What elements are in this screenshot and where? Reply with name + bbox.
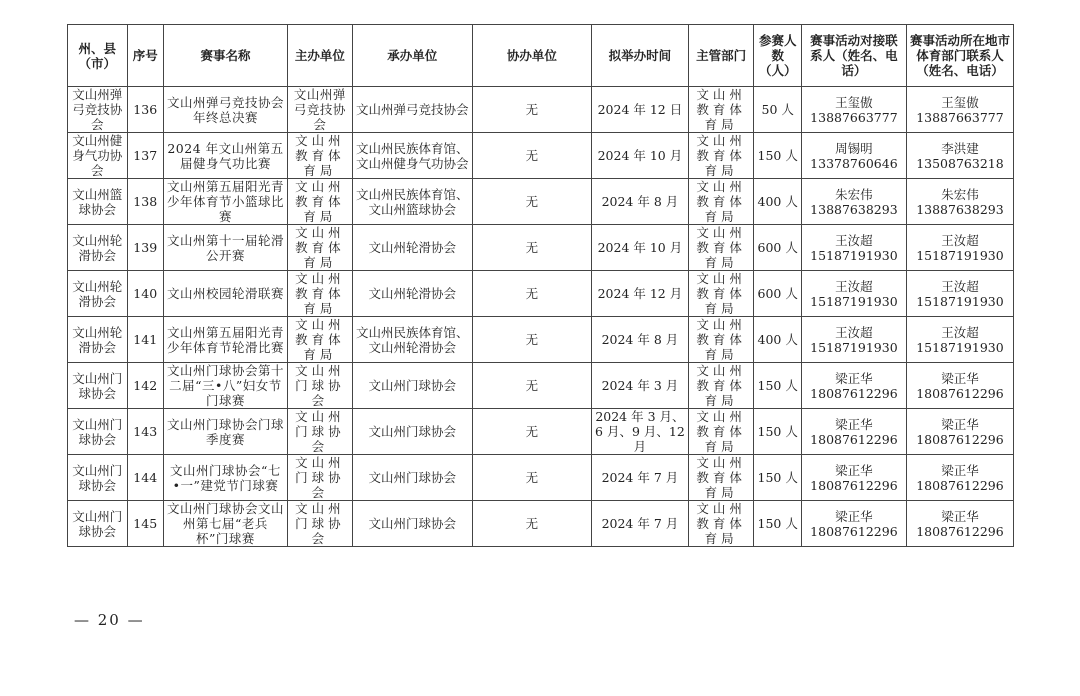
- cell-organizer: 文山州门球协会: [352, 455, 472, 501]
- contact-tel: 15187191930: [810, 293, 898, 309]
- header-co: 协办单位: [472, 25, 591, 87]
- contact-tel: 15187191930: [810, 247, 898, 263]
- cell-host: 文山州门球协会: [288, 455, 353, 501]
- cell-host: 文山州门球协会: [288, 409, 353, 455]
- cell-no: 143: [127, 409, 163, 455]
- cell-no: 142: [127, 363, 163, 409]
- contact-tel: 13887663777: [810, 109, 898, 125]
- cell-dept: 文山州教育体育局: [688, 179, 754, 225]
- cell-host: 文山州教育体育局: [288, 271, 353, 317]
- contact-tel: 13378760646: [810, 155, 898, 171]
- cell-organizer: 文山州民族体育馆、文山州篮球协会: [352, 179, 472, 225]
- cell-contact: [801, 501, 906, 547]
- cell-county: 文山州轮滑协会: [68, 225, 128, 271]
- cell-time: 2024 年 7 月: [591, 455, 688, 501]
- cell-host: 文山州教育体育局: [288, 317, 353, 363]
- cell-county: 文山州弹弓竞技协会: [68, 87, 128, 133]
- cell-co: 无: [472, 225, 591, 271]
- local-contact-tel: 18087612296: [916, 523, 1004, 539]
- cell-local-contact: [906, 225, 1013, 271]
- cell-local-contact: [906, 363, 1013, 409]
- cell-no: 141: [127, 317, 163, 363]
- local-contact-name: 王玺傲: [941, 94, 979, 110]
- contact-name: 梁正华: [835, 370, 873, 386]
- cell-organizer: 文山州门球协会: [352, 501, 472, 547]
- cell-no: 144: [127, 455, 163, 501]
- cell-size: 150 人: [754, 409, 801, 455]
- contact-name: 王汝超: [835, 232, 873, 248]
- cell-co: 无: [472, 455, 591, 501]
- cell-co: 无: [472, 179, 591, 225]
- cell-time: 2024 年 3 月: [591, 363, 688, 409]
- cell-host: 文山州教育体育局: [288, 225, 353, 271]
- table-row: [68, 363, 1014, 409]
- cell-contact: [801, 317, 906, 363]
- contact-name: 朱宏伟: [835, 186, 873, 202]
- cell-contact: [801, 133, 906, 179]
- cell-no: 137: [127, 133, 163, 179]
- cell-name: 文山州第五届阳光青少年体育节轮滑比赛: [163, 317, 287, 363]
- contact-tel: 18087612296: [810, 523, 898, 539]
- table-header-row: [68, 25, 1014, 87]
- cell-name: 文山州第十一届轮滑公开赛: [163, 225, 287, 271]
- cell-dept: 文山州教育体育局: [688, 225, 754, 271]
- cell-host: 文山州教育体育局: [288, 179, 353, 225]
- cell-dept: 文山州教育体育局: [688, 363, 754, 409]
- cell-no: 140: [127, 271, 163, 317]
- cell-county: 文山州篮球协会: [68, 179, 128, 225]
- cell-local-contact: [906, 455, 1013, 501]
- cell-name: 文山州门球协会文山州第七届“老兵杯”门球赛: [163, 501, 287, 547]
- local-contact-name: 朱宏伟: [941, 186, 979, 202]
- cell-local-contact: [906, 501, 1013, 547]
- table-row: [68, 225, 1014, 271]
- cell-county: 文山州门球协会: [68, 363, 128, 409]
- cell-contact: [801, 455, 906, 501]
- local-contact-name: 王汝超: [941, 278, 979, 294]
- cell-size: 600 人: [754, 225, 801, 271]
- cell-organizer: 文山州民族体育馆、文山州健身气功协会: [352, 133, 472, 179]
- local-contact-tel: 18087612296: [916, 477, 1004, 493]
- cell-local-contact: [906, 271, 1013, 317]
- cell-co: 无: [472, 87, 591, 133]
- cell-size: 400 人: [754, 179, 801, 225]
- cell-time: 2024 年 8 月: [591, 179, 688, 225]
- cell-size: 400 人: [754, 317, 801, 363]
- local-contact-name: 梁正华: [941, 462, 979, 478]
- cell-contact: [801, 409, 906, 455]
- local-contact-tel: 15187191930: [916, 293, 1004, 309]
- contact-tel: 18087612296: [810, 385, 898, 401]
- contact-tel: 13887638293: [810, 201, 898, 217]
- local-contact-tel: 18087612296: [916, 385, 1004, 401]
- cell-dept: 文山州教育体育局: [688, 501, 754, 547]
- cell-organizer: 文山州民族体育馆、文山州轮滑协会: [352, 317, 472, 363]
- cell-local-contact: [906, 409, 1013, 455]
- cell-contact: [801, 225, 906, 271]
- cell-time: 2024 年 12 月: [591, 271, 688, 317]
- cell-county: 文山州门球协会: [68, 501, 128, 547]
- cell-time: 2024 年 7 月: [591, 501, 688, 547]
- cell-size: 600 人: [754, 271, 801, 317]
- contact-name: 梁正华: [835, 462, 873, 478]
- cell-co: 无: [472, 409, 591, 455]
- cell-no: 138: [127, 179, 163, 225]
- events-table: [67, 24, 1014, 547]
- cell-name: 2024 年文山州第五届健身气功比赛: [163, 133, 287, 179]
- header-host: 主办单位: [288, 25, 353, 87]
- local-contact-tel: 18087612296: [916, 431, 1004, 447]
- cell-local-contact: [906, 179, 1013, 225]
- header-organizer: 承办单位: [352, 25, 472, 87]
- cell-contact: [801, 271, 906, 317]
- cell-co: 无: [472, 271, 591, 317]
- cell-local-contact: [906, 317, 1013, 363]
- table-row: [68, 133, 1014, 179]
- cell-county: 文山州门球协会: [68, 455, 128, 501]
- local-contact-name: 王汝超: [941, 324, 979, 340]
- cell-name: 文山州门球协会“七•一”建党节门球赛: [163, 455, 287, 501]
- cell-size: 50 人: [754, 87, 801, 133]
- cell-size: 150 人: [754, 501, 801, 547]
- cell-local-contact: [906, 87, 1013, 133]
- local-contact-name: 梁正华: [941, 508, 979, 524]
- cell-county: 文山州门球协会: [68, 409, 128, 455]
- cell-organizer: 文山州弹弓竞技协会: [352, 87, 472, 133]
- cell-host: 文山州教育体育局: [288, 133, 353, 179]
- table-row: [68, 87, 1014, 133]
- cell-organizer: 文山州门球协会: [352, 363, 472, 409]
- header-time: 拟举办时间: [591, 25, 688, 87]
- local-contact-name: 梁正华: [941, 416, 979, 432]
- cell-dept: 文山州教育体育局: [688, 455, 754, 501]
- cell-contact: [801, 179, 906, 225]
- header-contact: 赛事活动对接联系人（姓名、电话）: [801, 25, 906, 87]
- local-contact-name: 梁正华: [941, 370, 979, 386]
- local-contact-name: 王汝超: [941, 232, 979, 248]
- cell-time: 2024 年 3 月、6 月、9 月、12 月: [591, 409, 688, 455]
- cell-name: 文山州弹弓竞技协会年终总决赛: [163, 87, 287, 133]
- cell-organizer: 文山州门球协会: [352, 409, 472, 455]
- cell-dept: 文山州教育体育局: [688, 317, 754, 363]
- cell-local-contact: [906, 133, 1013, 179]
- cell-host: 文山州门球协会: [288, 501, 353, 547]
- contact-name: 王汝超: [835, 324, 873, 340]
- contact-name: 梁正华: [835, 508, 873, 524]
- contact-tel: 18087612296: [810, 431, 898, 447]
- cell-co: 无: [472, 317, 591, 363]
- cell-county: 文山州健身气功协会: [68, 133, 128, 179]
- header-size: 参赛人数（人）: [754, 25, 801, 87]
- cell-no: 139: [127, 225, 163, 271]
- header-local-contact: 赛事活动所在地市体育部门联系人（姓名、电话）: [906, 25, 1013, 87]
- cell-size: 150 人: [754, 363, 801, 409]
- local-contact-tel: 15187191930: [916, 339, 1004, 355]
- local-contact-tel: 13887638293: [916, 201, 1004, 217]
- table-row: [68, 409, 1014, 455]
- cell-time: 2024 年 8 月: [591, 317, 688, 363]
- table-row: [68, 271, 1014, 317]
- cell-dept: 文山州教育体育局: [688, 409, 754, 455]
- cell-name: 文山州第五届阳光青少年体育节小篮球比赛: [163, 179, 287, 225]
- contact-name: 周锡明: [835, 140, 873, 156]
- cell-no: 136: [127, 87, 163, 133]
- cell-dept: 文山州教育体育局: [688, 271, 754, 317]
- cell-organizer: 文山州轮滑协会: [352, 271, 472, 317]
- cell-co: 无: [472, 501, 591, 547]
- cell-contact: [801, 363, 906, 409]
- header-no: 序号: [127, 25, 163, 87]
- cell-no: 145: [127, 501, 163, 547]
- cell-name: 文山州门球协会第十二届“三•八”妇女节门球赛: [163, 363, 287, 409]
- contact-name: 梁正华: [835, 416, 873, 432]
- header-county: 州、县（市）: [68, 25, 128, 87]
- cell-host: 文山州弹弓竞技协会: [288, 87, 353, 133]
- cell-name: 文山州门球协会门球季度赛: [163, 409, 287, 455]
- header-dept: 主管部门: [688, 25, 754, 87]
- table-row: [68, 501, 1014, 547]
- cell-co: 无: [472, 133, 591, 179]
- contact-tel: 18087612296: [810, 477, 898, 493]
- table-row: [68, 455, 1014, 501]
- local-contact-name: 李洪建: [941, 140, 979, 156]
- contact-name: 王汝超: [835, 278, 873, 294]
- cell-dept: 文山州教育体育局: [688, 133, 754, 179]
- table-row: [68, 179, 1014, 225]
- table-row: [68, 317, 1014, 363]
- cell-time: 2024 年 10 月: [591, 225, 688, 271]
- local-contact-tel: 15187191930: [916, 247, 1004, 263]
- page-number: — 20 —: [74, 611, 145, 629]
- cell-dept: 文山州教育体育局: [688, 87, 754, 133]
- header-name: 赛事名称: [163, 25, 287, 87]
- cell-organizer: 文山州轮滑协会: [352, 225, 472, 271]
- cell-size: 150 人: [754, 455, 801, 501]
- cell-time: 2024 年 10 月: [591, 133, 688, 179]
- cell-co: 无: [472, 363, 591, 409]
- contact-tel: 15187191930: [810, 339, 898, 355]
- contact-name: 王玺傲: [835, 94, 873, 110]
- local-contact-tel: 13887663777: [916, 109, 1004, 125]
- cell-size: 150 人: [754, 133, 801, 179]
- cell-time: 2024 年 12 日: [591, 87, 688, 133]
- cell-name: 文山州校园轮滑联赛: [163, 271, 287, 317]
- cell-county: 文山州轮滑协会: [68, 317, 128, 363]
- local-contact-tel: 13508763218: [916, 155, 1004, 171]
- cell-contact: [801, 87, 906, 133]
- cell-host: 文山州门球协会: [288, 363, 353, 409]
- cell-county: 文山州轮滑协会: [68, 271, 128, 317]
